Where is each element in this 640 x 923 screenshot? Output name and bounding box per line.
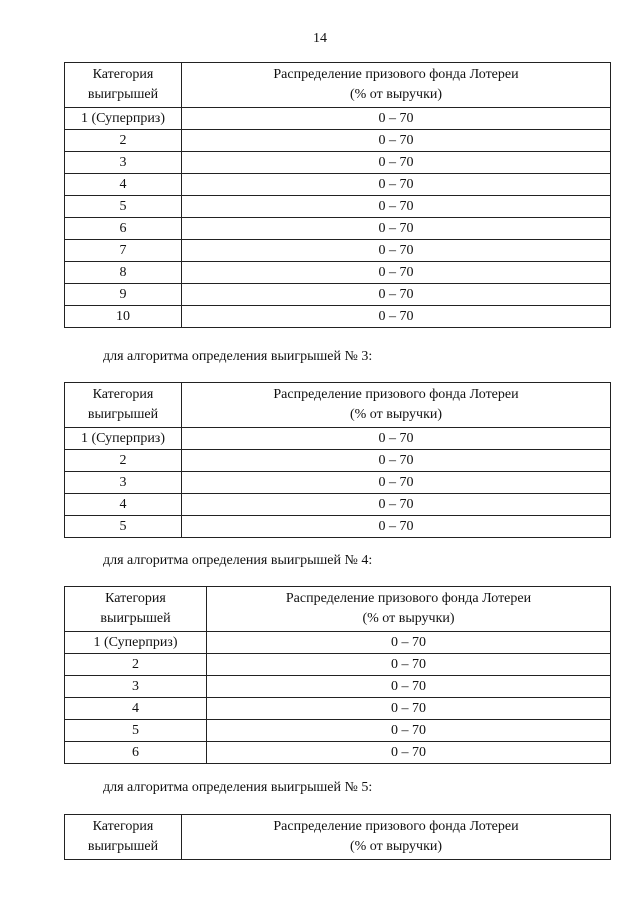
category-cell: 1 (Суперприз) — [65, 428, 182, 450]
value-cell: 0 – 70 — [182, 450, 611, 472]
category-cell: 3 — [65, 676, 207, 698]
table-row — [65, 108, 611, 130]
category-header-line1: Категория — [105, 591, 166, 606]
table-row — [65, 196, 611, 218]
table-row — [65, 174, 611, 196]
table-row — [65, 472, 611, 494]
table-row — [65, 654, 611, 676]
distribution-header-line2: (% от выручки) — [349, 87, 443, 102]
table-header-row — [65, 63, 611, 108]
table-row — [65, 516, 611, 538]
value-cell: 0 – 70 — [182, 240, 611, 262]
table-row — [65, 676, 611, 698]
table-row — [65, 284, 611, 306]
category-header-line2: выигрышей — [87, 839, 159, 854]
table-row — [65, 306, 611, 328]
category-header-line2: выигрышей — [100, 611, 171, 626]
prize-table-1 — [64, 62, 611, 328]
category-cell: 6 — [65, 218, 182, 240]
category-cell: 5 — [65, 516, 182, 538]
category-cell: 2 — [65, 450, 182, 472]
table-header-row — [65, 815, 611, 860]
value-cell: 0 – 70 — [182, 108, 611, 130]
value-cell: 0 – 70 — [207, 720, 611, 742]
category-cell: 3 — [65, 472, 182, 494]
prize-table-4 — [64, 814, 611, 860]
value-cell: 0 – 70 — [182, 152, 611, 174]
category-header — [65, 383, 182, 428]
table-row — [65, 152, 611, 174]
caption-algorithm-4: для алгоритма определения выигрышей № 4: — [103, 553, 373, 568]
value-cell: 0 – 70 — [182, 218, 611, 240]
category-cell: 2 — [65, 654, 207, 676]
value-cell: 0 – 70 — [182, 306, 611, 328]
category-cell: 4 — [65, 494, 182, 516]
table-row — [65, 218, 611, 240]
category-cell: 4 — [65, 174, 182, 196]
category-header — [65, 63, 182, 108]
page-number: 14 — [313, 31, 327, 46]
category-cell: 5 — [65, 720, 207, 742]
distribution-header-line1: Распределение призового фонда Лотереи — [285, 591, 532, 606]
distribution-header-line2: (% от выручки) — [349, 407, 443, 422]
table-row — [65, 742, 611, 764]
caption-algorithm-5: для алгоритма определения выигрышей № 5: — [103, 780, 373, 795]
category-cell: 1 (Суперприз) — [65, 632, 207, 654]
value-cell: 0 – 70 — [182, 284, 611, 306]
distribution-header-line1: Распределение призового фонда Лотереи — [273, 387, 519, 402]
table-row — [65, 698, 611, 720]
value-cell: 0 – 70 — [182, 516, 611, 538]
value-cell: 0 – 70 — [182, 472, 611, 494]
value-cell: 0 – 70 — [182, 262, 611, 284]
category-cell: 3 — [65, 152, 182, 174]
distribution-header — [182, 63, 611, 108]
category-cell: 6 — [65, 742, 207, 764]
category-cell: 2 — [65, 130, 182, 152]
value-cell: 0 – 70 — [207, 676, 611, 698]
value-cell: 0 – 70 — [207, 742, 611, 764]
table-row — [65, 450, 611, 472]
category-header-line1: Категория — [92, 67, 154, 82]
table-row — [65, 428, 611, 450]
value-cell: 0 – 70 — [182, 428, 611, 450]
prize-table-3 — [64, 586, 611, 764]
table-row — [65, 130, 611, 152]
value-cell: 0 – 70 — [182, 494, 611, 516]
category-header — [65, 587, 207, 632]
category-header-line1: Категория — [92, 819, 154, 834]
category-cell: 10 — [65, 306, 182, 328]
value-cell: 0 – 70 — [182, 130, 611, 152]
category-header-line1: Категория — [92, 387, 154, 402]
distribution-header-line1: Распределение призового фонда Лотереи — [273, 819, 519, 834]
value-cell: 0 – 70 — [182, 174, 611, 196]
category-cell: 8 — [65, 262, 182, 284]
category-cell: 1 (Суперприз) — [65, 108, 182, 130]
distribution-header — [207, 587, 611, 632]
table-row — [65, 262, 611, 284]
value-cell: 0 – 70 — [207, 654, 611, 676]
value-cell: 0 – 70 — [207, 698, 611, 720]
distribution-header — [182, 383, 611, 428]
table-row — [65, 494, 611, 516]
value-cell: 0 – 70 — [207, 632, 611, 654]
distribution-header-line2: (% от выручки) — [349, 839, 443, 854]
table-row — [65, 720, 611, 742]
category-cell: 9 — [65, 284, 182, 306]
distribution-header-line2: (% от выручки) — [362, 611, 455, 626]
value-cell: 0 – 70 — [182, 196, 611, 218]
category-cell: 4 — [65, 698, 207, 720]
table-row — [65, 632, 611, 654]
category-header — [65, 815, 182, 860]
prize-table-2 — [64, 382, 611, 538]
caption-algorithm-3: для алгоритма определения выигрышей № 3: — [103, 349, 373, 364]
distribution-header — [182, 815, 611, 860]
distribution-header-line1: Распределение призового фонда Лотереи — [273, 67, 519, 82]
category-cell: 7 — [65, 240, 182, 262]
category-header-line2: выигрышей — [87, 87, 159, 102]
table-row — [65, 240, 611, 262]
category-header-line2: выигрышей — [87, 407, 159, 422]
table-header-row — [65, 587, 611, 632]
category-cell: 5 — [65, 196, 182, 218]
table-header-row — [65, 383, 611, 428]
